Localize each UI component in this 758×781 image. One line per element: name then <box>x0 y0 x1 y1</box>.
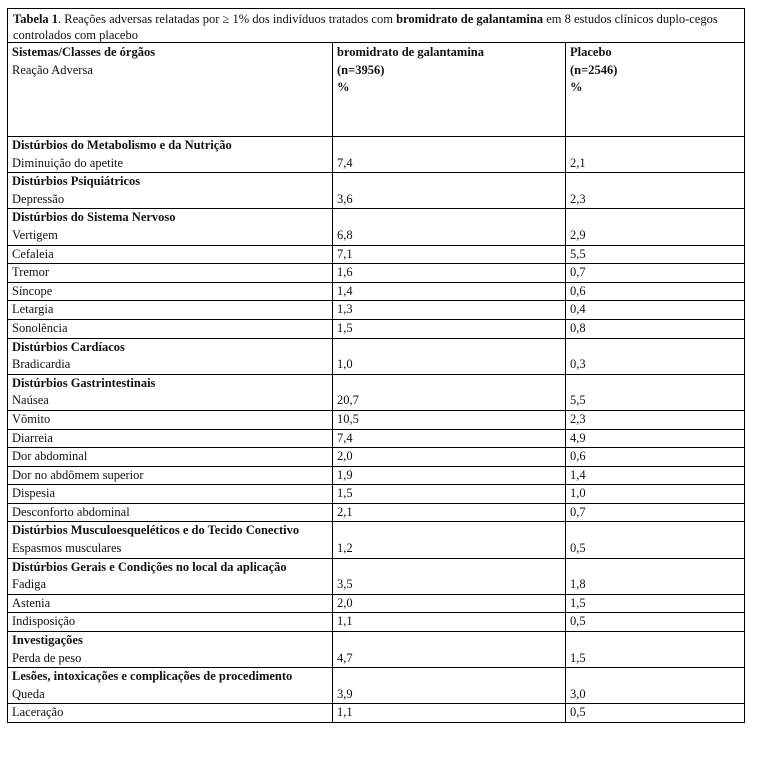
reaction-name: Laceração <box>12 705 64 720</box>
table-row <box>8 209 745 245</box>
placebo-percent: 3,0 <box>566 668 745 704</box>
table-row <box>8 613 745 632</box>
row-system-cell <box>8 374 333 410</box>
table-row <box>8 173 745 209</box>
group-title: Distúrbios do Metabolismo e da Nutrição <box>12 138 232 152</box>
reaction-name: Dor abdominal <box>12 449 88 464</box>
drug-percent: 1,6 <box>333 264 566 283</box>
row-system-cell <box>8 558 333 594</box>
placebo-percent: 1,8 <box>566 558 745 594</box>
drug-percent: 3,5 <box>333 558 566 594</box>
header-col-system-sub: Reação Adversa <box>12 62 93 77</box>
row-system-cell <box>8 485 333 504</box>
table-row <box>8 301 745 320</box>
row-system-cell <box>8 594 333 613</box>
adverse-reactions-table <box>7 42 745 723</box>
caption-text: . Reações adversas relatadas por ≥ 1% dos indivíduos tratados com <box>58 12 397 26</box>
placebo-percent: 1,5 <box>566 632 745 668</box>
drug-percent: 1,9 <box>333 466 566 485</box>
drug-percent: 1,2 <box>333 522 566 558</box>
reaction-name: Espasmos musculares <box>12 541 122 556</box>
drug-percent: 7,1 <box>333 245 566 264</box>
table-row <box>8 704 745 723</box>
drug-percent: 3,9 <box>333 668 566 704</box>
header-col-drug <box>333 43 566 137</box>
row-system-cell <box>8 264 333 283</box>
row-system-cell <box>8 632 333 668</box>
table-row <box>8 503 745 522</box>
drug-percent: 4,7 <box>333 632 566 668</box>
row-system-cell <box>8 137 333 173</box>
reaction-name: Cefaleia <box>12 246 54 261</box>
header-col-system <box>8 43 333 137</box>
table-row <box>8 668 745 704</box>
row-system-cell <box>8 282 333 301</box>
drug-percent: 2,0 <box>333 448 566 467</box>
placebo-percent: 1,0 <box>566 485 745 504</box>
drug-percent: 1,4 <box>333 282 566 301</box>
placebo-percent: 0,6 <box>566 282 745 301</box>
row-system-cell <box>8 410 333 429</box>
reaction-name: Queda <box>12 686 45 701</box>
row-system-cell <box>8 503 333 522</box>
placebo-percent: 5,5 <box>566 245 745 264</box>
placebo-percent: 5,5 <box>566 374 745 410</box>
header-col-placebo-name: Placebo <box>570 45 612 59</box>
placebo-percent: 2,3 <box>566 410 745 429</box>
placebo-percent: 2,3 <box>566 173 745 209</box>
row-system-cell <box>8 319 333 338</box>
table-row <box>8 245 745 264</box>
placebo-percent: 0,5 <box>566 704 745 723</box>
drug-percent: 1,5 <box>333 485 566 504</box>
reaction-name: Astenia <box>12 595 51 610</box>
group-title: Distúrbios Gastrintestinais <box>12 375 156 390</box>
reaction-name: Sonolência <box>12 320 68 335</box>
caption-drug: bromidrato de galantamina <box>396 12 544 26</box>
header-col-drug-name: bromidrato de galantamina <box>337 45 484 59</box>
drug-percent: 6,8 <box>333 209 566 245</box>
row-system-cell <box>8 613 333 632</box>
reaction-name: Bradicardia <box>12 357 71 372</box>
reaction-name: Vertigem <box>12 227 58 242</box>
caption-label: Tabela 1 <box>13 12 59 26</box>
placebo-percent: 1,5 <box>566 594 745 613</box>
table-row <box>8 466 745 485</box>
table-header-row <box>8 43 745 137</box>
table-row <box>8 429 745 448</box>
row-system-cell <box>8 704 333 723</box>
row-system-cell <box>8 429 333 448</box>
group-title: Distúrbios Psiquiátricos <box>12 174 141 189</box>
placebo-percent: 0,7 <box>566 503 745 522</box>
header-col-placebo-n: (n=2546) <box>570 62 618 77</box>
drug-percent: 20,7 <box>333 374 566 410</box>
row-system-cell <box>8 466 333 485</box>
group-title: Distúrbios Gerais e Condições no local da aplicação <box>12 559 287 574</box>
group-title: Distúrbios do Sistema Nervoso <box>12 210 176 225</box>
placebo-percent: 0,8 <box>566 319 745 338</box>
table-row <box>8 282 745 301</box>
drug-percent: 1,0 <box>333 338 566 374</box>
row-system-cell <box>8 522 333 558</box>
row-system-cell <box>8 173 333 209</box>
placebo-percent: 0,3 <box>566 338 745 374</box>
reaction-name: Vômito <box>12 411 51 426</box>
table-row <box>8 137 745 173</box>
placebo-percent: 2,1 <box>566 137 745 173</box>
adverse-reactions-table-container <box>7 8 745 723</box>
placebo-percent: 2,9 <box>566 209 745 245</box>
group-title: Distúrbios Cardíacos <box>12 339 125 354</box>
placebo-percent: 4,9 <box>566 429 745 448</box>
drug-percent: 2,1 <box>333 503 566 522</box>
group-title: Distúrbios Musculoesqueléticos e do Tecido Conectivo <box>12 523 300 538</box>
row-system-cell <box>8 301 333 320</box>
header-col-placebo <box>566 43 745 137</box>
table-row <box>8 264 745 283</box>
reaction-name: Perda de peso <box>12 650 82 665</box>
placebo-percent: 0,5 <box>566 522 745 558</box>
row-system-cell <box>8 448 333 467</box>
placebo-percent: 1,4 <box>566 466 745 485</box>
drug-percent: 1,3 <box>333 301 566 320</box>
drug-percent: 2,0 <box>333 594 566 613</box>
placebo-percent: 0,6 <box>566 448 745 467</box>
reaction-name: Naúsea <box>12 393 49 408</box>
reaction-name: Dor no abdômem superior <box>12 467 144 482</box>
table-row <box>8 319 745 338</box>
row-system-cell <box>8 245 333 264</box>
header-col-system-title: Sistemas/Classes de órgãos <box>12 45 156 59</box>
row-system-cell <box>8 209 333 245</box>
reaction-name: Tremor <box>12 265 50 280</box>
caption-text-end: em 8 estudos clínicos duplo-cegos controlados com placebo <box>13 12 718 42</box>
placebo-percent: 0,4 <box>566 301 745 320</box>
drug-percent: 7,4 <box>333 429 566 448</box>
placebo-percent: 0,5 <box>566 613 745 632</box>
reaction-name: Síncope <box>12 283 53 298</box>
table-row <box>8 485 745 504</box>
drug-percent: 1,1 <box>333 613 566 632</box>
table-row <box>8 522 745 558</box>
table-caption <box>7 8 745 42</box>
header-col-drug-unit: % <box>337 80 350 95</box>
table-row <box>8 594 745 613</box>
group-title: Investigações <box>12 633 83 648</box>
table-row <box>8 374 745 410</box>
table-row <box>8 448 745 467</box>
reaction-name: Diarreia <box>12 430 53 445</box>
drug-percent: 3,6 <box>333 173 566 209</box>
reaction-name: Letargia <box>12 302 54 317</box>
group-title: Lesões, intoxicações e complicações de procedimento <box>12 669 293 684</box>
reaction-name: Fadiga <box>12 577 47 592</box>
drug-percent: 10,5 <box>333 410 566 429</box>
reaction-name: Depressão <box>12 191 65 206</box>
reaction-name: Indisposição <box>12 614 76 629</box>
row-system-cell <box>8 668 333 704</box>
header-col-drug-n: (n=3956) <box>337 62 385 77</box>
row-system-cell <box>8 338 333 374</box>
header-col-placebo-unit: % <box>570 80 583 95</box>
drug-percent: 1,5 <box>333 319 566 338</box>
drug-percent: 7,4 <box>333 137 566 173</box>
table-row <box>8 558 745 594</box>
table-row <box>8 338 745 374</box>
table-row <box>8 632 745 668</box>
table-row <box>8 410 745 429</box>
reaction-name: Dispesia <box>12 486 56 501</box>
placebo-percent: 0,7 <box>566 264 745 283</box>
table-body <box>8 137 745 723</box>
reaction-name: Diminuição do apetite <box>12 155 124 170</box>
drug-percent: 1,1 <box>333 704 566 723</box>
reaction-name: Desconforto abdominal <box>12 504 130 519</box>
